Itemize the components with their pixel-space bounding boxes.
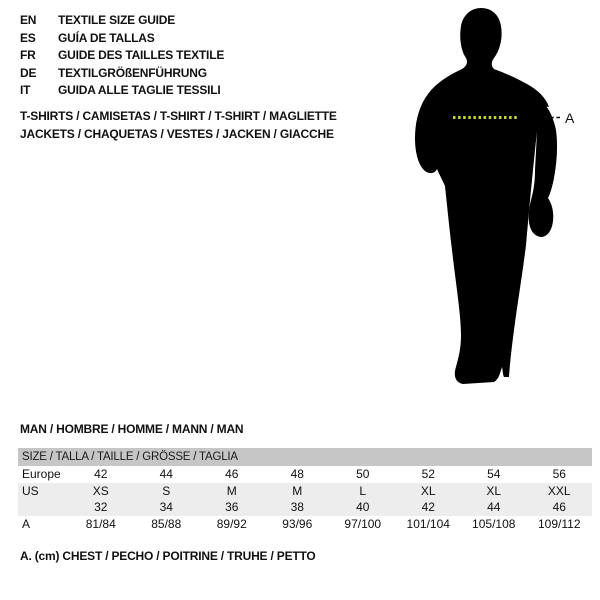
language-label: GUÍA DE TALLAS bbox=[58, 30, 155, 45]
language-list bbox=[20, 12, 224, 100]
size-cell: XL bbox=[420, 483, 436, 498]
size-cell: S bbox=[162, 483, 171, 498]
size-cell: XXL bbox=[547, 483, 571, 498]
size-table bbox=[18, 448, 592, 532]
language-label: GUIDA ALLE TAGLIE TESSILI bbox=[58, 83, 221, 98]
row-label: US bbox=[22, 483, 39, 498]
language-row bbox=[20, 47, 224, 65]
size-cell: 42 bbox=[94, 467, 108, 482]
language-row bbox=[20, 65, 224, 83]
category-list bbox=[20, 107, 337, 143]
size-cell: 38 bbox=[290, 500, 304, 515]
size-cell: XL bbox=[486, 483, 502, 498]
language-code: ES bbox=[20, 30, 36, 45]
size-cell: 85/88 bbox=[151, 516, 182, 531]
table-header-bar: SIZE / TALLA / TAILLE / GRÖSSE / TAGLIA bbox=[18, 448, 592, 466]
language-label: TEXTILE SIZE GUIDE bbox=[58, 13, 176, 27]
size-cell: 105/108 bbox=[472, 516, 516, 531]
size-cell: 56 bbox=[552, 467, 566, 482]
size-cell: 40 bbox=[356, 500, 370, 515]
category-line-tshirts: T-SHIRTS / CAMISETAS / T-SHIRT / T-SHIRT / MAGLIETTE bbox=[20, 109, 337, 123]
size-cell: 50 bbox=[356, 467, 370, 482]
language-code: EN bbox=[20, 13, 37, 27]
size-cell: 81/84 bbox=[85, 516, 116, 531]
size-cell: 52 bbox=[421, 467, 435, 482]
table-row-us-letters bbox=[18, 483, 592, 500]
size-cell: 32 bbox=[94, 500, 108, 515]
silhouette-body bbox=[415, 8, 549, 384]
measure-label: A bbox=[565, 110, 575, 126]
size-cell: 101/104 bbox=[406, 516, 450, 531]
man-silhouette bbox=[400, 0, 600, 400]
size-cell: 48 bbox=[290, 467, 304, 482]
section-title: MAN / HOMBRE / HOMME / MANN / MAN bbox=[20, 422, 244, 436]
table-row-us-numbers bbox=[18, 499, 592, 516]
language-label: GUIDE DES TAILLES TEXTILE bbox=[58, 48, 225, 63]
language-code: FR bbox=[20, 48, 36, 63]
size-cell: 46 bbox=[552, 500, 566, 515]
size-cell: M bbox=[292, 483, 303, 498]
table-row-europe bbox=[18, 466, 592, 483]
language-row bbox=[20, 30, 224, 48]
row-label: A bbox=[22, 516, 31, 531]
size-cell: L bbox=[359, 483, 367, 498]
size-cell: 46 bbox=[225, 467, 239, 482]
size-cell: M bbox=[226, 483, 237, 498]
size-cell: 97/100 bbox=[344, 516, 382, 531]
language-row bbox=[20, 12, 224, 30]
size-cell: 93/96 bbox=[282, 516, 313, 531]
size-cell: 89/92 bbox=[216, 516, 247, 531]
size-cell: 42 bbox=[421, 500, 435, 515]
language-row bbox=[20, 82, 224, 100]
language-label: TEXTILGRÖßENFÜHRUNG bbox=[58, 65, 207, 80]
size-cell: 54 bbox=[487, 467, 501, 482]
table-row-chest bbox=[18, 516, 592, 533]
size-cell: 34 bbox=[159, 500, 173, 515]
row-label: Europe bbox=[22, 467, 61, 482]
language-code: IT bbox=[20, 83, 31, 98]
size-cell: XS bbox=[92, 483, 109, 498]
language-code: DE bbox=[20, 65, 37, 80]
size-cell: 36 bbox=[225, 500, 239, 515]
size-cell: 44 bbox=[487, 500, 501, 515]
size-cell: 109/112 bbox=[538, 516, 581, 531]
category-line-jackets: JACKETS / CHAQUETAS / VESTES / JACKEN / GIACCHE bbox=[20, 127, 334, 141]
size-cell: 44 bbox=[159, 467, 173, 482]
footnote: A. (cm) CHEST / PECHO / POITRINE / TRUHE / PETTO bbox=[20, 549, 316, 563]
